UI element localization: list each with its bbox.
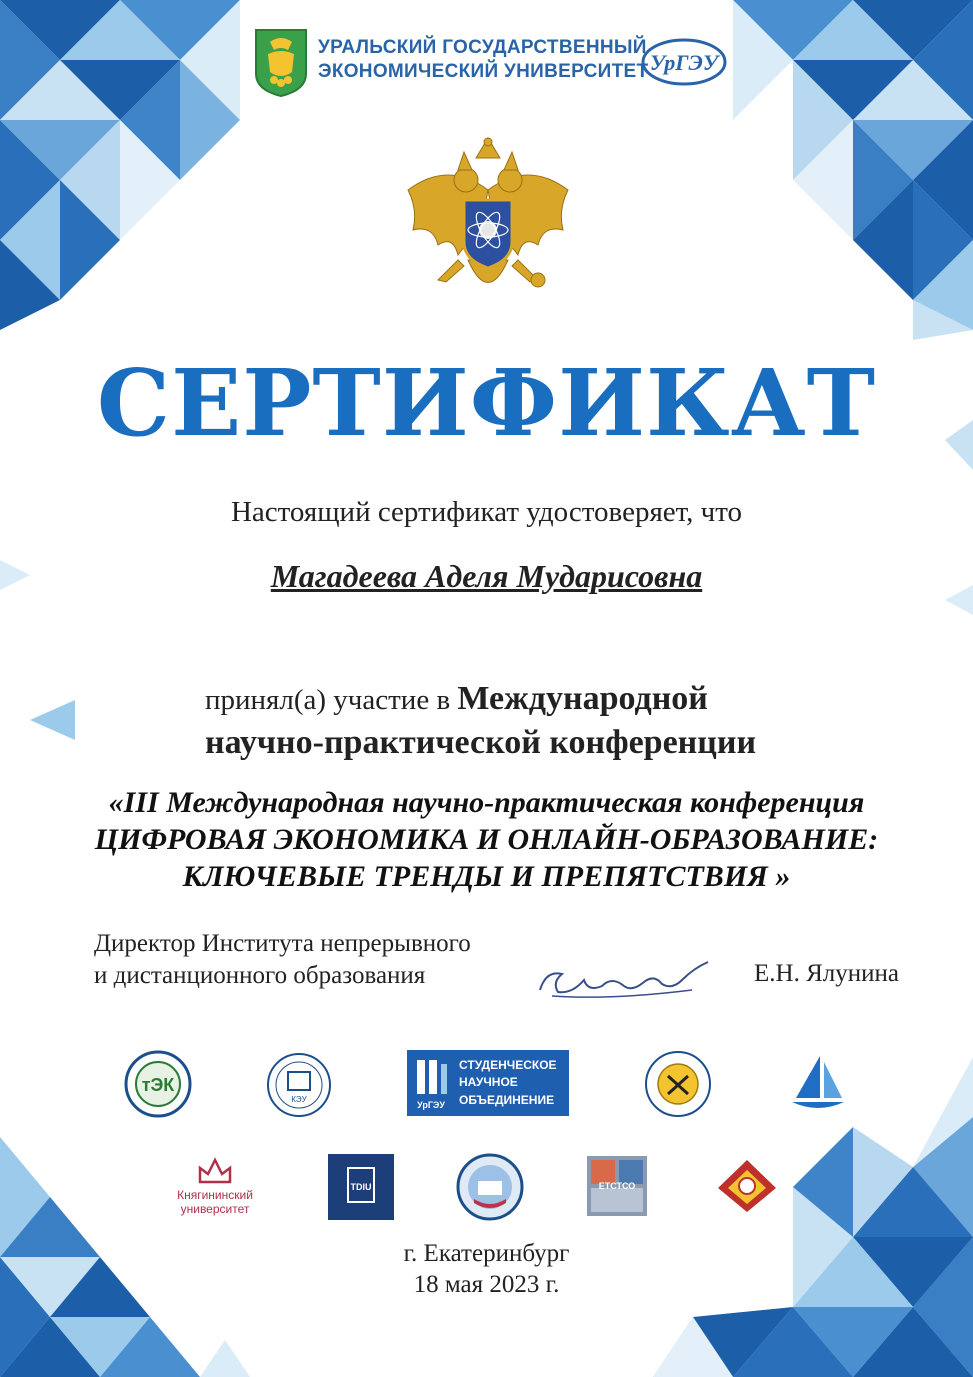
knyagininsky-university-logo — [160, 1156, 270, 1220]
student-logo-line1: СТУДЕНЧЕСКОЕ — [459, 1058, 557, 1072]
academy-emblem-logo — [456, 1153, 524, 1221]
signatory-name: Е.Н. Ялунина — [754, 960, 899, 987]
etstso-logo-text: ЕТСТСО — [598, 1181, 636, 1191]
keu-logo-text: КЭУ — [291, 1095, 307, 1104]
signatory-position — [94, 928, 471, 992]
participation-line2: научно-практической конференции — [205, 724, 757, 761]
student-logo-small: УрГЭУ — [417, 1100, 445, 1110]
university-header — [252, 24, 732, 100]
usue-logo — [640, 36, 728, 88]
footer-date: 18 мая 2023 г. — [413, 1271, 560, 1298]
participation-prefix: принял(а) участие в — [205, 684, 451, 716]
conference-line1: «III Международная научно-практическая конференция — [108, 786, 865, 819]
university-name-line2: ЭКОНОМИЧЕСКИЙ УНИВЕРСИТЕТ — [318, 61, 649, 82]
student-science-association-logo — [407, 1050, 569, 1116]
university-name-line1: УРАЛЬСКИЙ ГОСУДАРСТВЕННЫЙ — [318, 37, 647, 58]
participation-line1 — [205, 680, 708, 718]
signatory-position-line2: и дистанционного образования — [94, 962, 426, 989]
double-headed-eagle-emblem-icon — [398, 130, 578, 320]
participation-bold1: Международной — [457, 680, 708, 717]
knyag-line2: университет — [180, 1202, 250, 1216]
top-right-mosaic — [733, 0, 973, 340]
certificate-intro: Настоящий сертификат удостоверяет, что — [230, 496, 743, 528]
recipient-name: Магадеева Аделя Мударисовна — [270, 558, 703, 594]
knyag-line1: Княгининский — [177, 1188, 253, 1202]
certificate-footer — [0, 1238, 973, 1300]
certificate-title: СЕРТИФИКАТ — [96, 349, 877, 457]
tdiu-logo — [328, 1154, 394, 1220]
keu-logo — [266, 1052, 332, 1118]
conference-title — [0, 784, 973, 895]
sailboat-logo — [790, 1052, 846, 1114]
tek-logo — [124, 1050, 192, 1118]
etstso-logo — [587, 1156, 647, 1216]
college-shield-logo — [716, 1158, 778, 1214]
handwritten-signature — [532, 952, 722, 1006]
tdiu-logo-text: TDIU — [350, 1182, 372, 1192]
mining-college-logo — [644, 1050, 712, 1118]
student-logo-line3: ОБЪЕДИНЕНИЕ — [459, 1093, 555, 1107]
footer-city: г. Екатеринбург — [403, 1240, 570, 1267]
crown-icon — [196, 1156, 234, 1186]
usue-logo-text: УрГЭУ — [649, 50, 719, 75]
university-name — [318, 36, 648, 84]
student-logo-line2: НАУЧНОЕ — [459, 1075, 518, 1089]
conference-line3: КЛЮЧЕВЫЕ ТРЕНДЫ И ПРЕПЯТСТВИЯ » — [182, 860, 791, 893]
signatory-position-line1: Директор Института непрерывного — [94, 930, 471, 957]
conference-line2: ЦИФРОВАЯ ЭКОНОМИКА И ОНЛАЙН-ОБРАЗОВАНИЕ: — [94, 823, 879, 856]
university-crest-icon — [252, 28, 310, 98]
top-left-mosaic — [0, 0, 240, 330]
tek-logo-text: тЭК — [141, 1075, 175, 1095]
